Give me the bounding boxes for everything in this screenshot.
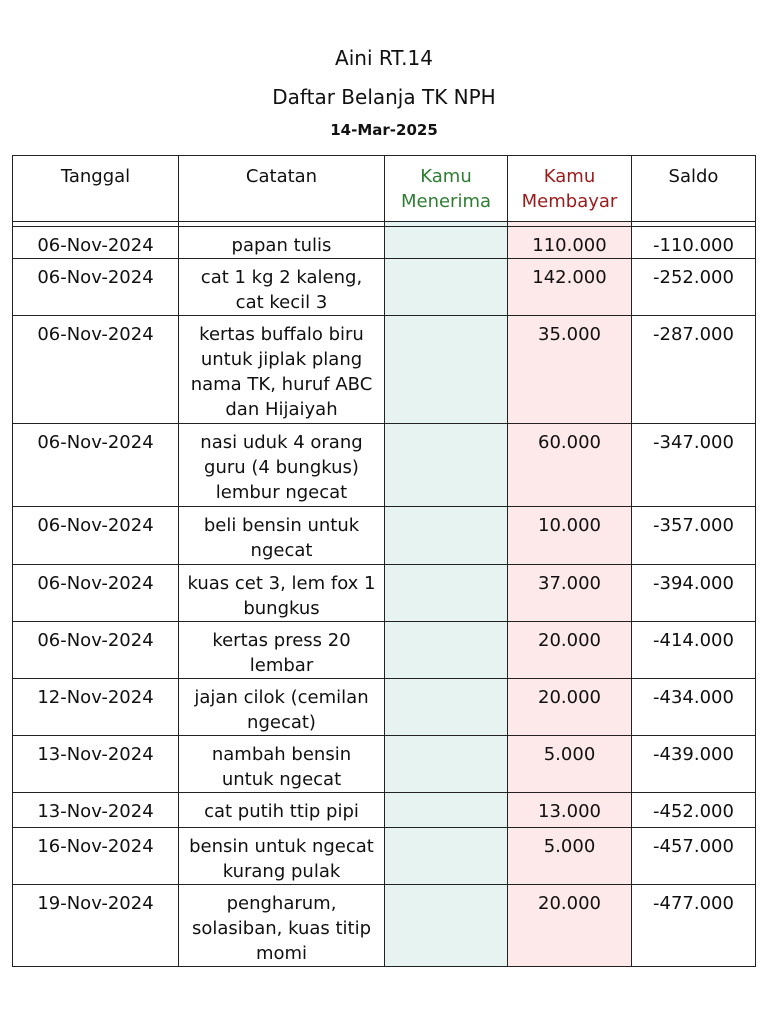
cell-kamu-menerima xyxy=(385,736,508,793)
cell-catatan xyxy=(179,227,385,259)
cell-saldo: -434.000 xyxy=(632,679,756,736)
catatan-line: untuk ngecat xyxy=(221,769,342,790)
catatan-line: beli bensin untuk xyxy=(203,515,360,536)
catatan-line: pengharum, xyxy=(226,893,337,914)
cell-catatan xyxy=(179,679,385,736)
cell-kamu-menerima xyxy=(385,316,508,424)
catatan-line: guru (4 bungkus) xyxy=(204,457,359,478)
page-subtitle: Daftar Belanja TK NPH xyxy=(272,85,496,109)
catatan-line: nasi uduk 4 orang xyxy=(200,432,363,453)
document-date: 14-Mar-2025 xyxy=(330,121,438,139)
cell-catatan xyxy=(179,507,385,565)
cell-tanggal: 06-Nov-2024 xyxy=(13,316,179,424)
cell-kamu-membayar: 60.000 xyxy=(508,424,632,507)
cell-kamu-menerima xyxy=(385,424,508,507)
catatan-line: cat putih ttip pipi xyxy=(204,801,359,822)
cell-saldo: -452.000 xyxy=(632,793,756,828)
catatan-line: papan tulis xyxy=(231,235,332,256)
cell-saldo: -414.000 xyxy=(632,622,756,679)
cell-tanggal: 12-Nov-2024 xyxy=(13,679,179,736)
catatan-line: kertas press 20 xyxy=(212,630,351,651)
cell-kamu-membayar: 5.000 xyxy=(508,736,632,793)
cell-tanggal: 06-Nov-2024 xyxy=(13,565,179,622)
cell-kamu-menerima xyxy=(385,793,508,828)
shopping-ledger-table xyxy=(12,155,756,967)
cell-kamu-menerima xyxy=(385,259,508,316)
cell-catatan xyxy=(179,316,385,424)
cell-kamu-membayar: 20.000 xyxy=(508,679,632,736)
cell-catatan xyxy=(179,736,385,793)
column-header-kamu-menerima: Kamu Menerima xyxy=(385,156,508,222)
cell-kamu-menerima xyxy=(385,622,508,679)
table-row xyxy=(13,507,756,565)
cell-kamu-menerima xyxy=(385,565,508,622)
cell-catatan xyxy=(179,828,385,885)
cell-kamu-menerima xyxy=(385,507,508,565)
cell-kamu-membayar: 37.000 xyxy=(508,565,632,622)
cell-kamu-membayar: 10.000 xyxy=(508,507,632,565)
catatan-line: jajan cilok (cemilan xyxy=(194,687,369,708)
cell-tanggal: 06-Nov-2024 xyxy=(13,227,179,259)
catatan-line: kertas buffalo biru xyxy=(199,324,364,345)
cell-saldo: -287.000 xyxy=(632,316,756,424)
catatan-line: nama TK, huruf ABC xyxy=(190,374,373,395)
cell-tanggal: 13-Nov-2024 xyxy=(13,736,179,793)
cell-kamu-menerima xyxy=(385,227,508,259)
catatan-line: bensin untuk ngecat xyxy=(189,836,374,857)
cell-tanggal: 06-Nov-2024 xyxy=(13,424,179,507)
cell-kamu-membayar: 13.000 xyxy=(508,793,632,828)
table-row xyxy=(13,622,756,679)
cell-catatan xyxy=(179,424,385,507)
column-header-tanggal: Tanggal xyxy=(13,156,179,222)
cell-tanggal: 19-Nov-2024 xyxy=(13,885,179,967)
catatan-line: lembur ngecat xyxy=(215,482,348,503)
cell-catatan xyxy=(179,885,385,967)
catatan-line: ngecat xyxy=(250,540,313,561)
table-row xyxy=(13,259,756,316)
cell-catatan xyxy=(179,622,385,679)
cell-kamu-membayar: 5.000 xyxy=(508,828,632,885)
cell-saldo: -439.000 xyxy=(632,736,756,793)
cell-kamu-membayar: 35.000 xyxy=(508,316,632,424)
cell-kamu-menerima xyxy=(385,679,508,736)
cell-kamu-membayar: 20.000 xyxy=(508,622,632,679)
column-header-kamu-membayar: Kamu Membayar xyxy=(508,156,632,222)
table-header-row xyxy=(13,156,756,222)
catatan-line: nambah bensin xyxy=(211,744,352,765)
cell-kamu-menerima xyxy=(385,885,508,967)
catatan-line: untuk jiplak plang xyxy=(200,349,363,370)
table-row xyxy=(13,736,756,793)
catatan-line: cat kecil 3 xyxy=(235,292,328,313)
cell-kamu-membayar: 110.000 xyxy=(508,227,632,259)
catatan-line: solasiban, kuas titip xyxy=(191,918,372,939)
cell-saldo: -394.000 xyxy=(632,565,756,622)
cell-saldo: -110.000 xyxy=(632,227,756,259)
cell-catatan xyxy=(179,793,385,828)
table-row xyxy=(13,565,756,622)
cell-saldo: -347.000 xyxy=(632,424,756,507)
table-row xyxy=(13,424,756,507)
cell-saldo: -457.000 xyxy=(632,828,756,885)
cell-kamu-membayar: 20.000 xyxy=(508,885,632,967)
catatan-line: bungkus xyxy=(243,598,320,619)
cell-catatan xyxy=(179,259,385,316)
table-row xyxy=(13,793,756,828)
cell-tanggal: 06-Nov-2024 xyxy=(13,622,179,679)
cell-saldo: -252.000 xyxy=(632,259,756,316)
table-row xyxy=(13,316,756,424)
catatan-line: ngecat) xyxy=(247,712,316,733)
table-row xyxy=(13,885,756,967)
table-body xyxy=(13,222,756,967)
cell-tanggal: 13-Nov-2024 xyxy=(13,793,179,828)
cell-tanggal: 06-Nov-2024 xyxy=(13,507,179,565)
catatan-line: dan Hijaiyah xyxy=(225,399,338,420)
table-row xyxy=(13,828,756,885)
cell-kamu-menerima xyxy=(385,828,508,885)
cell-catatan xyxy=(179,565,385,622)
table-row xyxy=(13,679,756,736)
table-row xyxy=(13,227,756,259)
catatan-line: lembar xyxy=(249,655,314,676)
cell-tanggal: 16-Nov-2024 xyxy=(13,828,179,885)
page-title: Aini RT.14 xyxy=(335,46,433,70)
cell-tanggal: 06-Nov-2024 xyxy=(13,259,179,316)
cell-saldo: -477.000 xyxy=(632,885,756,967)
column-header-catatan: Catatan xyxy=(179,156,385,222)
catatan-line: kuas cet 3, lem fox 1 xyxy=(187,573,376,594)
cell-saldo: -357.000 xyxy=(632,507,756,565)
catatan-line: momi xyxy=(255,943,308,964)
column-header-saldo: Saldo xyxy=(632,156,756,222)
catatan-line: cat 1 kg 2 kaleng, xyxy=(200,267,363,288)
cell-kamu-membayar: 142.000 xyxy=(508,259,632,316)
catatan-line: kurang pulak xyxy=(222,861,341,882)
